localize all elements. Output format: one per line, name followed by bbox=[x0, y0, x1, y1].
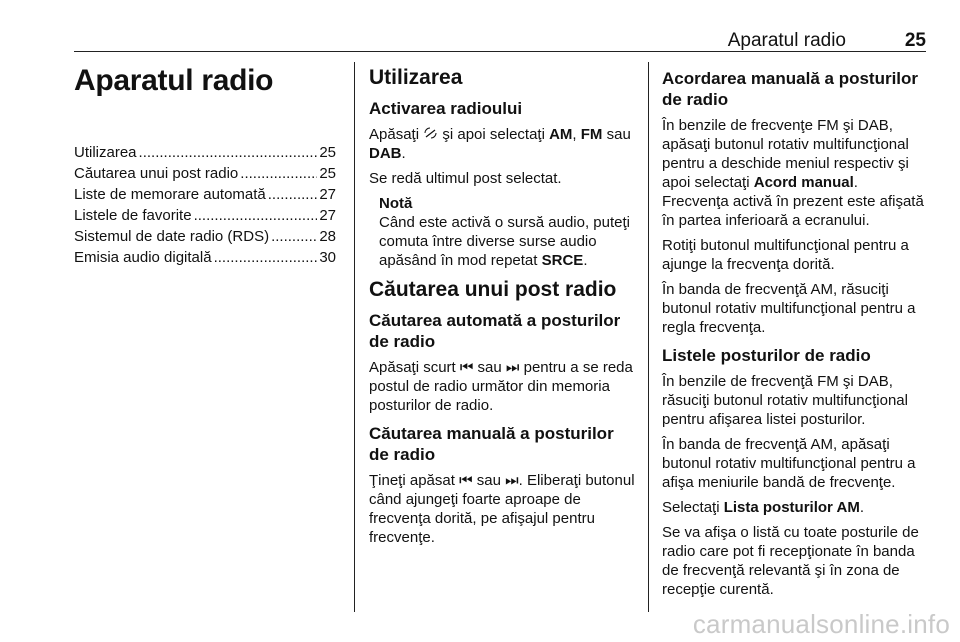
toc-entry-page: 30 bbox=[319, 249, 336, 266]
paragraph: În banda de frecvenţă AM, apăsaţi butonul rotativ multifuncţional pentru a afişa meniurile bandă de frecvenţe. bbox=[662, 436, 916, 491]
column-divider-1 bbox=[354, 62, 355, 612]
section-heading-cautarea: Căutarea unui post radio bbox=[369, 278, 617, 301]
band-fm-label: FM bbox=[580, 126, 603, 143]
content-column-2 bbox=[369, 58, 635, 553]
text: , bbox=[572, 126, 581, 143]
text: Selectaţi bbox=[662, 499, 724, 516]
text: În benzile de frecvenţe FM şi DAB, apăsaţi butonul rotativ multifuncţional pentru a deschide meniul respectiv şi apoi selectaţi bbox=[662, 117, 909, 191]
toc-entry-page: 28 bbox=[319, 228, 336, 245]
toc-entry[interactable] bbox=[74, 247, 336, 268]
paragraph: Se redă ultimul post selectat. bbox=[369, 170, 562, 187]
band-dab-label: DAB bbox=[369, 145, 402, 162]
text: . Eliberaţi butonul când ajungeţi foarte aproape de frecvenţa dorită, pe afişajul pentru frecvenţe. bbox=[369, 472, 635, 546]
toc-entry-label: Sistemul de date radio (RDS) bbox=[74, 228, 270, 245]
toc-entry-label: Utilizarea bbox=[74, 144, 137, 161]
band-am-label: AM bbox=[549, 126, 573, 143]
toc-entry[interactable] bbox=[74, 142, 336, 163]
subsection-heading-listele: Listele posturilor de radio bbox=[662, 346, 871, 365]
text: . bbox=[853, 174, 858, 191]
paragraph: Se va afişa o listă cu toate posturile de radio care pot fi recepţionate în banda de frecvenţă relevantă şi în zona de recepţie curentă. bbox=[662, 524, 919, 598]
text: Apăsaţi scurt bbox=[369, 359, 460, 376]
toc-entry[interactable] bbox=[74, 184, 336, 205]
column-divider-2 bbox=[648, 62, 649, 612]
page-number: 25 bbox=[904, 30, 926, 51]
toc-leader bbox=[194, 205, 318, 226]
chapter-title: Aparatul radio bbox=[74, 64, 274, 97]
skip-next-icon: ⏭ bbox=[505, 359, 520, 376]
toc-leader bbox=[271, 226, 317, 247]
toc-column bbox=[74, 58, 336, 268]
text: . bbox=[401, 145, 406, 162]
radio-icon bbox=[423, 125, 438, 144]
section-heading-utilizarea: Utilizarea bbox=[369, 66, 463, 89]
paragraph bbox=[369, 125, 635, 163]
note-box bbox=[379, 194, 635, 270]
running-header-title: Aparatul radio bbox=[727, 30, 846, 51]
text: Ţineţi apăsat bbox=[369, 472, 460, 489]
toc-entry[interactable] bbox=[74, 163, 336, 184]
toc-entry-page: 25 bbox=[319, 165, 336, 182]
toc-list bbox=[74, 142, 336, 268]
toc-entry[interactable] bbox=[74, 205, 336, 226]
skip-next-icon: ⏭ bbox=[505, 472, 519, 489]
text: Frecvenţa activă în prezent este afişată în partea inferioară a ecranului. bbox=[662, 193, 924, 229]
subsection-heading-manual: Căutarea manuală a posturilor de radio bbox=[369, 424, 614, 464]
paragraph: Rotiţi butonul multifuncţional pentru a ajunge la frecvenţa dorită. bbox=[662, 237, 909, 273]
toc-entry-label: Emisia audio digitală bbox=[74, 249, 212, 266]
menu-item-lista-posturilor-am: Lista posturilor AM bbox=[723, 499, 860, 516]
paragraph: În banda de frecvenţă AM, răsuciţi butonul rotativ multifuncţional pentru a regla frecvenţa. bbox=[662, 281, 916, 336]
toc-entry-page: 27 bbox=[319, 186, 336, 203]
srce-button-label: SRCE bbox=[541, 252, 584, 269]
paragraph bbox=[369, 471, 635, 547]
menu-item-acord-manual: Acord manual bbox=[753, 174, 854, 191]
toc-leader bbox=[268, 184, 318, 205]
text: . bbox=[583, 252, 588, 269]
note-title: Notă bbox=[379, 195, 413, 212]
toc-leader bbox=[240, 163, 317, 184]
text: sau bbox=[602, 126, 631, 143]
paragraph bbox=[662, 498, 928, 517]
watermark: carmanualsonline.info bbox=[692, 609, 950, 639]
toc-entry-label: Listele de favorite bbox=[74, 207, 192, 224]
paragraph bbox=[369, 358, 635, 415]
subsection-heading-activarea: Activarea radioului bbox=[369, 99, 523, 118]
text: . bbox=[859, 499, 864, 516]
paragraph: În benzile de frecvenţă FM şi DAB, răsuciţi butonul rotativ multifuncţional pentru afişarea listei posturilor. bbox=[662, 373, 908, 428]
note-text bbox=[379, 213, 635, 270]
text: sau bbox=[473, 359, 506, 376]
toc-entry-label: Căutarea unui post radio bbox=[74, 165, 239, 182]
subsection-heading-acordarea: Acordarea manuală a posturilor de radio bbox=[662, 69, 919, 109]
subsection-heading-auto: Căutarea automată a posturilor de radio bbox=[369, 311, 621, 351]
text: pentru a se reda postul de radio următor din memoria posturilor de radio. bbox=[369, 359, 633, 414]
content-column-3 bbox=[662, 58, 928, 605]
toc-leader bbox=[214, 247, 318, 268]
text: sau bbox=[472, 472, 506, 489]
skip-previous-icon: ⏮ bbox=[459, 359, 474, 376]
toc-entry-label: Liste de memorare automată bbox=[74, 186, 266, 203]
toc-entry-page: 25 bbox=[319, 144, 336, 161]
toc-entry-page: 27 bbox=[319, 207, 336, 224]
text: şi apoi selectaţi bbox=[438, 126, 550, 143]
text: Apăsaţi bbox=[369, 126, 424, 143]
skip-previous-icon: ⏮ bbox=[459, 472, 473, 489]
header-rule bbox=[74, 51, 926, 52]
paragraph bbox=[662, 116, 928, 230]
toc-entry[interactable] bbox=[74, 226, 336, 247]
text: Când este activă o sursă audio, puteţi comuta între diverse surse audio apăsând în mod repetat bbox=[379, 214, 630, 269]
toc-leader bbox=[139, 142, 318, 163]
